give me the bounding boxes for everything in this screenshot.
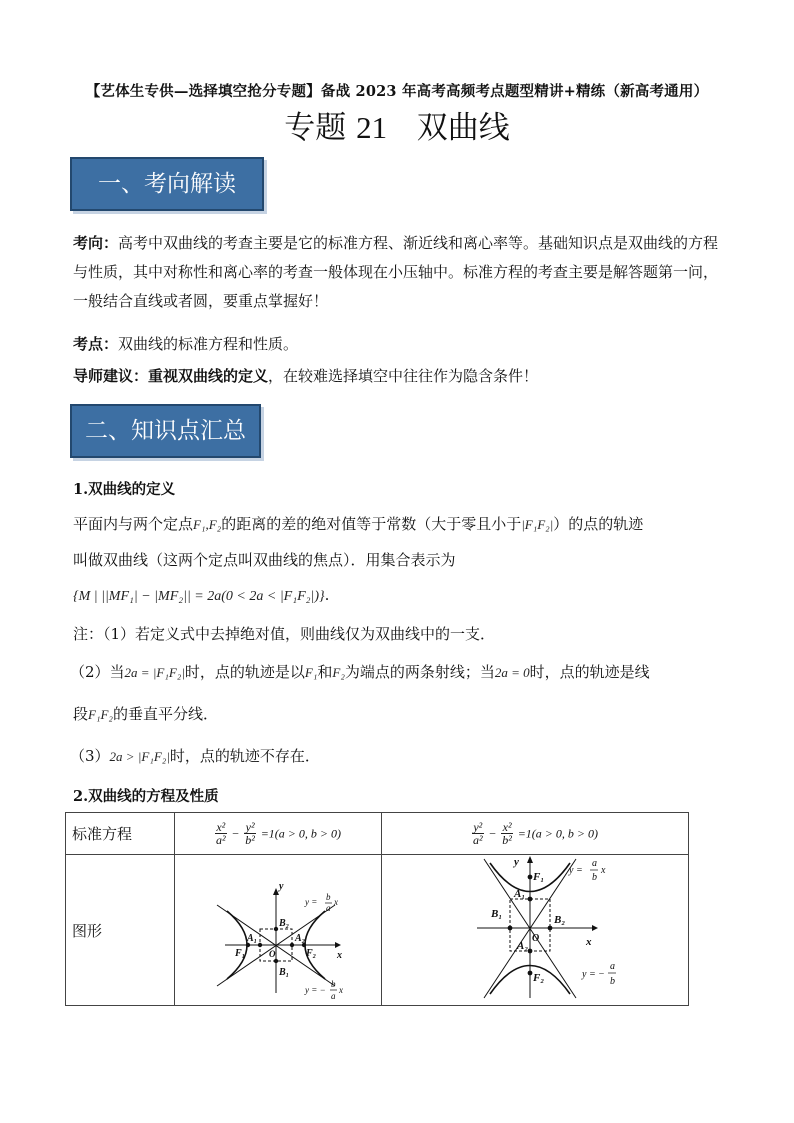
focus-f1-label: F₁ xyxy=(235,948,246,959)
svg-text:x: x xyxy=(601,865,606,876)
page-header: 【艺体生专供—选择填空抢分专题】备战 2023 年高考高频考点题型精讲+精练（新高考通用） xyxy=(85,83,709,100)
hyperbola-horizontal-graph xyxy=(175,855,381,1001)
note3-a: （3） xyxy=(70,747,110,765)
note2-f1: F₁ xyxy=(304,665,318,680)
advice-bold: 重视双曲线的定义 xyxy=(148,367,269,385)
x-axis-arrow-icon xyxy=(335,942,341,948)
page-title xyxy=(0,102,794,147)
svg-text:x: x xyxy=(339,985,343,995)
svg-text:y = −: y = − xyxy=(582,969,605,980)
svg-text:a: a xyxy=(326,903,331,913)
def-line-2: 叫做双曲线（这两个定点叫双曲线的焦点）．用集合表示为 xyxy=(73,551,456,569)
x-axis-label: x xyxy=(586,936,592,948)
b2-label: B₂ xyxy=(554,914,566,926)
note3-b: 时，点的轨迹不存在． xyxy=(169,747,320,765)
b1-label: B₁ xyxy=(279,967,290,978)
eq2-frac-x: $\frac{\text{x²}}{\text{b²}}$ xyxy=(502,820,512,847)
def-set-end: . xyxy=(324,586,330,604)
note2-math-2: 2a = 0 xyxy=(494,665,530,680)
title-prefix: 专题 xyxy=(284,110,347,146)
eq1-frac-y: $\frac{\text{y²}}{\text{b²}}$ xyxy=(245,820,255,847)
def-foci: F₁,F₂ xyxy=(193,517,222,532)
def-title: 1.双曲线的定义 xyxy=(73,481,176,498)
b1-label: B₁ xyxy=(491,908,503,920)
def-set-formula: {M | ||MF₁| − |MF₂|| = 2a(0 < 2a < |F₁F₂|)} xyxy=(73,589,325,604)
advice-paragraph xyxy=(73,362,723,391)
y-axis-arrow-icon xyxy=(527,856,533,863)
svg-text:a: a xyxy=(610,961,615,972)
vertex-a1-label: A₁ xyxy=(247,933,258,944)
asymptote-bottom-label xyxy=(304,979,343,1001)
note2-line2-a: 段 xyxy=(73,705,89,723)
focus-f2-label: F₂ xyxy=(533,972,545,984)
note-3 xyxy=(70,745,320,768)
advice-label: 导师建议： xyxy=(73,367,149,385)
eq2-cell: $\frac{\text{y²}}{\text{a²}}$ − $\frac{\text{x²}}{\text{b²}}$ =1(a > 0, b > 0) xyxy=(382,813,689,855)
advice-text: ，在较难选择填空中往往作为隐含条件！ xyxy=(268,367,539,385)
kaodian-text: 双曲线的标准方程和性质。 xyxy=(118,335,299,353)
note2-e: 时，点的轨迹是线 xyxy=(529,663,650,681)
section-banner-2: 二、知识点汇总 xyxy=(70,404,261,458)
props-title: 2.双曲线的方程及性质 xyxy=(73,788,219,805)
eq1-cell: $\frac{\text{x²}}{\text{a²}}$ − $\frac{\text{y²}}{\text{b²}}$ =1(a > 0, b > 0) xyxy=(175,813,382,855)
kaodian-label: 考点： xyxy=(73,335,119,353)
kaoxiang-text: 高考中双曲线的考查主要是它的标准方程、渐近线和离心率等。基础知识点是双曲线的方程与性质，其中对称性和离心率的考查一般体现在小压轴中。标准方程的考查主要是解答题第一问，一般结合直线或者圆，要重点掌握好！ xyxy=(73,234,719,310)
note2-a: （2）当 xyxy=(70,663,125,681)
svg-text:y =: y = xyxy=(305,897,318,907)
svg-text:b: b xyxy=(326,892,331,902)
asymptote-bottom-label xyxy=(581,961,616,987)
svg-text:y = −: y = − xyxy=(305,985,326,995)
kaoxiang-label: 考向： xyxy=(73,234,119,252)
svg-text:x: x xyxy=(334,897,338,907)
note-1: 注：（1）若定义式中去掉绝对值，则曲线仅为双曲线中的一支． xyxy=(73,625,496,643)
def-set-line xyxy=(73,584,329,608)
note3-math: 2a > |F₁F₂| xyxy=(109,749,170,764)
svg-text:b: b xyxy=(331,979,336,989)
title-name: 双曲线 xyxy=(416,110,510,146)
note2-math-1: 2a = |F₁F₂| xyxy=(124,665,185,680)
focus-f1-label: F₁ xyxy=(533,871,545,883)
def-text-a: 平面内与两个定点 xyxy=(73,515,194,533)
svg-text:a: a xyxy=(331,991,336,1001)
note2-b: 时，点的轨迹是以 xyxy=(184,663,305,681)
def-line-1 xyxy=(73,513,643,536)
eq2-frac-y: $\frac{\text{y²}}{\text{a²}}$ xyxy=(473,820,483,847)
note2-line2-math: F₁F₂ xyxy=(88,707,113,722)
origin-label: O xyxy=(532,933,540,944)
vertex-a2-label: A₂ xyxy=(295,933,306,944)
def-text-b: 的距离的差的绝对值等于常数（大于零且小于 xyxy=(221,515,522,533)
graph1-cell xyxy=(175,855,382,1006)
x-axis-label: x xyxy=(337,950,342,961)
eq2-tail: =1(a > 0, b > 0) xyxy=(517,826,598,841)
vertex-a1-label: A₁ xyxy=(514,888,526,900)
svg-text:b: b xyxy=(610,976,615,987)
properties-table xyxy=(65,812,689,1006)
note-2-cont xyxy=(73,703,218,726)
row1-label: 标准方程 xyxy=(66,813,175,855)
section-banner-1: 一、考向解读 xyxy=(70,157,264,211)
eq1-tail: =1(a > 0, b > 0) xyxy=(260,826,341,841)
note2-c: 和 xyxy=(317,663,333,681)
row2-label: 图形 xyxy=(66,855,175,1006)
y-axis-label: y xyxy=(514,856,519,868)
note-2 xyxy=(70,661,650,684)
note2-f2: F₂ xyxy=(332,665,345,680)
x-axis-arrow-icon xyxy=(592,925,598,931)
table-row xyxy=(66,855,689,1006)
note2-line2-b: 的垂直平分线． xyxy=(112,705,218,723)
note2-d: 为端点的两条射线；当 xyxy=(344,663,495,681)
title-number: 21 xyxy=(356,110,388,145)
vertex-a2-label: A₂ xyxy=(517,940,529,952)
kaodian-paragraph xyxy=(73,330,723,359)
hyperbola-vertical-graph xyxy=(382,855,688,1001)
table-row xyxy=(66,813,689,855)
def-text-c: ）的点的轨迹 xyxy=(553,515,644,533)
b2-label: B₂ xyxy=(279,918,290,929)
def-distance: |F₁F₂| xyxy=(521,517,554,532)
svg-text:b: b xyxy=(592,872,597,883)
graph2-cell xyxy=(382,855,689,1006)
svg-text:y =: y = xyxy=(569,865,583,876)
focus-f2-label: F₂ xyxy=(306,948,317,959)
y-axis-label: y xyxy=(279,881,284,892)
eq1-frac-x: $\frac{\text{x²}}{\text{a²}}$ xyxy=(216,820,226,847)
svg-text:a: a xyxy=(592,858,597,869)
asymptote-top-label xyxy=(304,892,338,913)
origin-label: O xyxy=(269,949,276,959)
kaoxiang-paragraph xyxy=(73,229,723,316)
